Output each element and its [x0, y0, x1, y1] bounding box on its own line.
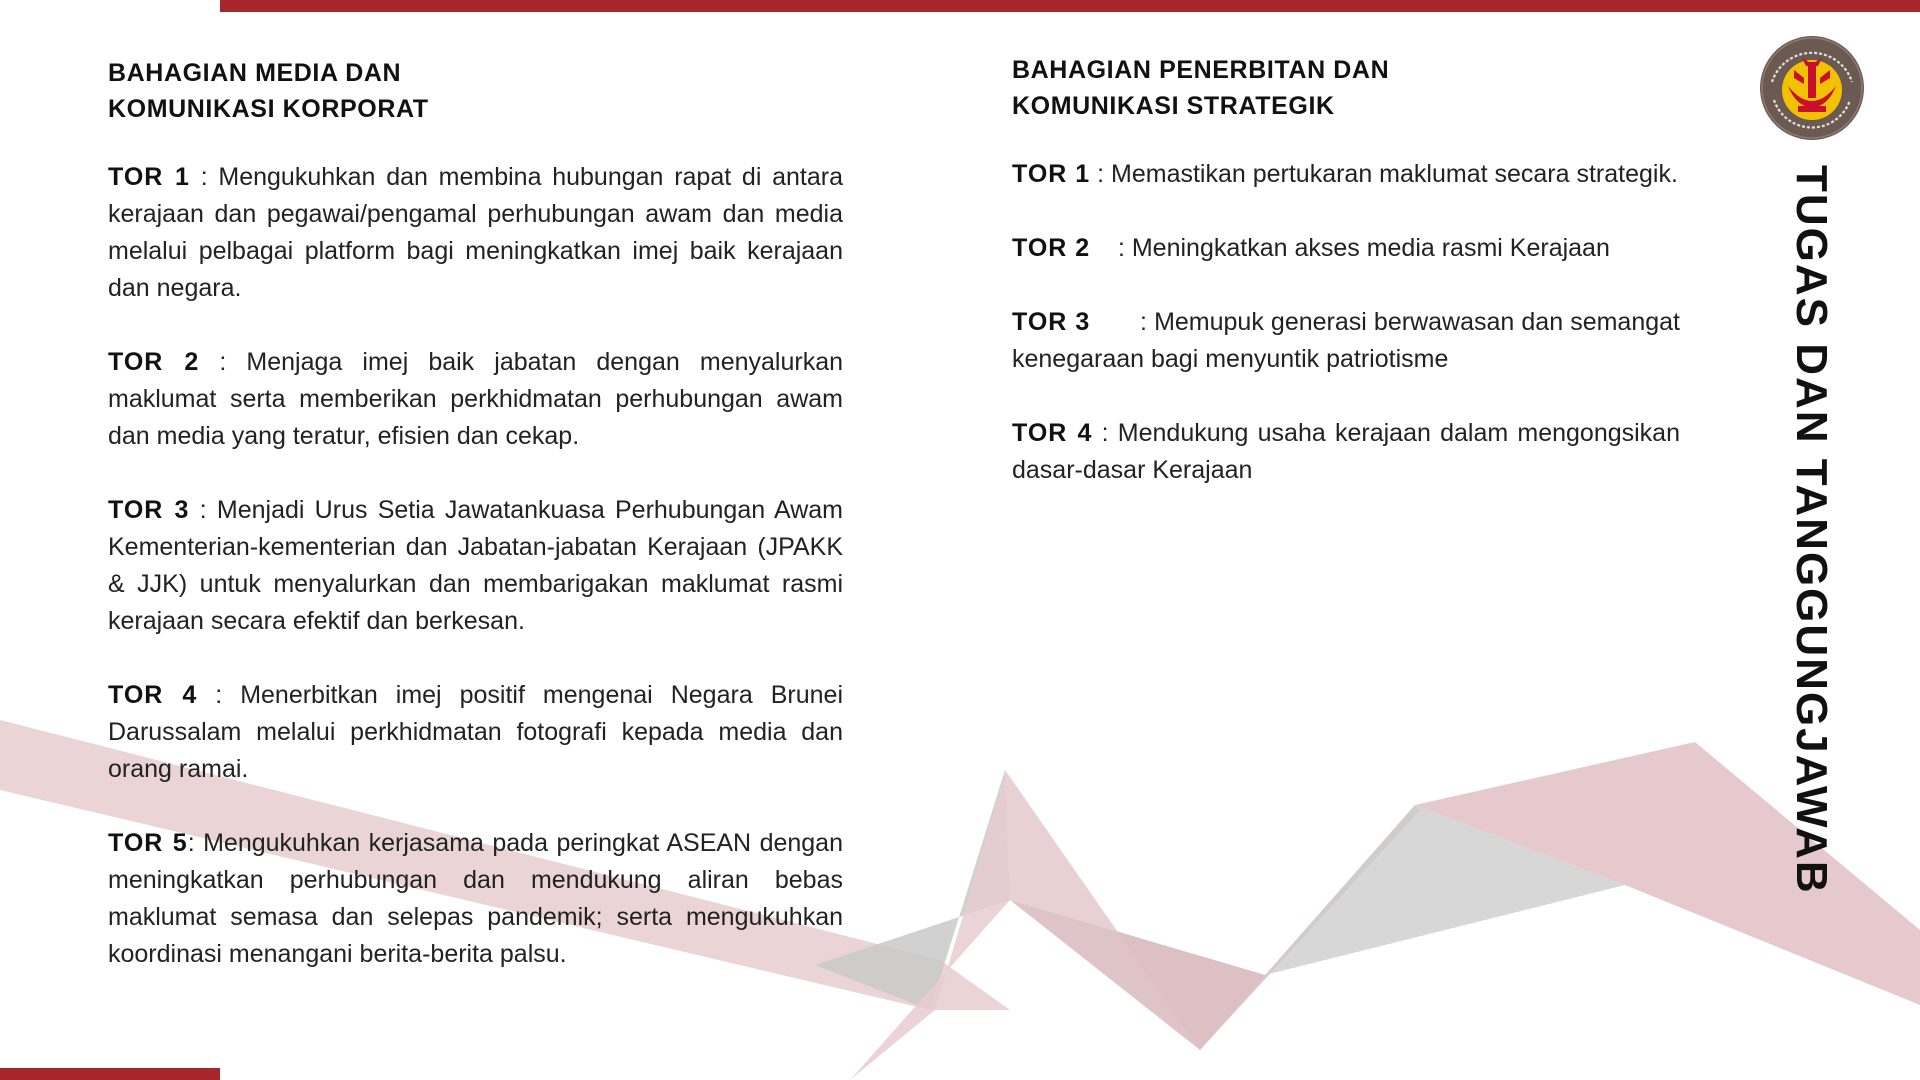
- tor-text: : Menjaga imej baik jabatan dengan menyalurkan maklumat serta memberikan perkhidmatan perhubungan awam dan media yang teratur, efisien dan cekap.: [108, 348, 844, 450]
- tor-text: : Mengukuhkan dan membina hubungan rapat di antara kerajaan dan pegawai/pengamal perhubungan awam dan media melalui pelbagai platform bagi meningkatkan imej baik kerajaan dan negara.: [108, 163, 843, 302]
- tor-label: TOR 4: [1012, 419, 1093, 447]
- list-item: [1012, 304, 1680, 378]
- tor-text: : Mendukung usaha kerajaan dalam mengongsikan dasar-dasar Kerajaan: [1012, 419, 1680, 484]
- right-heading-line1: BAHAGIAN PENERBITAN DAN: [1012, 56, 1390, 84]
- list-item: [108, 677, 843, 788]
- right-section-heading: [1012, 52, 1680, 124]
- tor-text: : Menjadi Urus Setia Jawatankuasa Perhubungan Awam Kementerian-kementerian dan Jabatan-jabatan Kerajaan (JPAKK & JJK) untuk menyalurkan dan membarigakan maklumat rasmi kerajaan secara efektif dan berkesan.: [108, 496, 844, 635]
- right-tor-list: [1012, 156, 1680, 489]
- tor-label: TOR 3: [108, 496, 190, 524]
- vertical-page-title: TUGAS DAN TANGGUNGJAWAB: [1787, 165, 1836, 895]
- tor-label: TOR 4: [108, 681, 198, 709]
- tor-text: : Menerbitkan imej positif mengenai Negara Brunei Darussalam melalui perkhidmatan fotografi kepada media dan orang ramai.: [108, 681, 843, 783]
- left-heading-line1: BAHAGIAN MEDIA DAN: [108, 59, 402, 87]
- list-item: [108, 159, 843, 307]
- left-section: [108, 55, 843, 1010]
- tor-text: : Memastikan pertukaran maklumat secara strategik.: [1090, 160, 1678, 188]
- tor-text: : Memupuk generasi berwawasan dan semangat kenegaraan bagi menyuntik patriotisme: [1012, 308, 1680, 373]
- list-item: [108, 825, 843, 973]
- left-heading-line2: KOMUNIKASI KORPORAT: [108, 95, 429, 123]
- list-item: [108, 492, 843, 640]
- tor-label: TOR 3: [1012, 308, 1091, 336]
- tor-label: TOR 2: [1012, 234, 1091, 262]
- list-item: [1012, 230, 1680, 267]
- right-section: [1012, 52, 1680, 526]
- tor-text: : Mengukuhkan kerjasama pada peringkat ASEAN dengan meningkatkan perhubungan dan mendukung aliran bebas maklumat semasa dan selepas pandemik; serta mengukuhkan koordinasi menangani berita-berita palsu.: [108, 829, 843, 968]
- right-heading-line2: KOMUNIKASI STRATEGIK: [1012, 92, 1335, 120]
- tor-label: TOR 2: [108, 348, 200, 376]
- list-item: [108, 344, 843, 455]
- tor-label: TOR 1: [108, 163, 190, 191]
- list-item: [1012, 415, 1680, 489]
- left-section-heading: [108, 55, 843, 127]
- tor-label: TOR 5: [108, 829, 188, 857]
- tor-label: TOR 1: [1012, 160, 1091, 188]
- left-tor-list: [108, 159, 843, 973]
- tor-text: : Meningkatkan akses media rasmi Kerajaan: [1090, 234, 1610, 262]
- list-item: [1012, 156, 1680, 193]
- brunei-crest-icon: [1758, 34, 1866, 142]
